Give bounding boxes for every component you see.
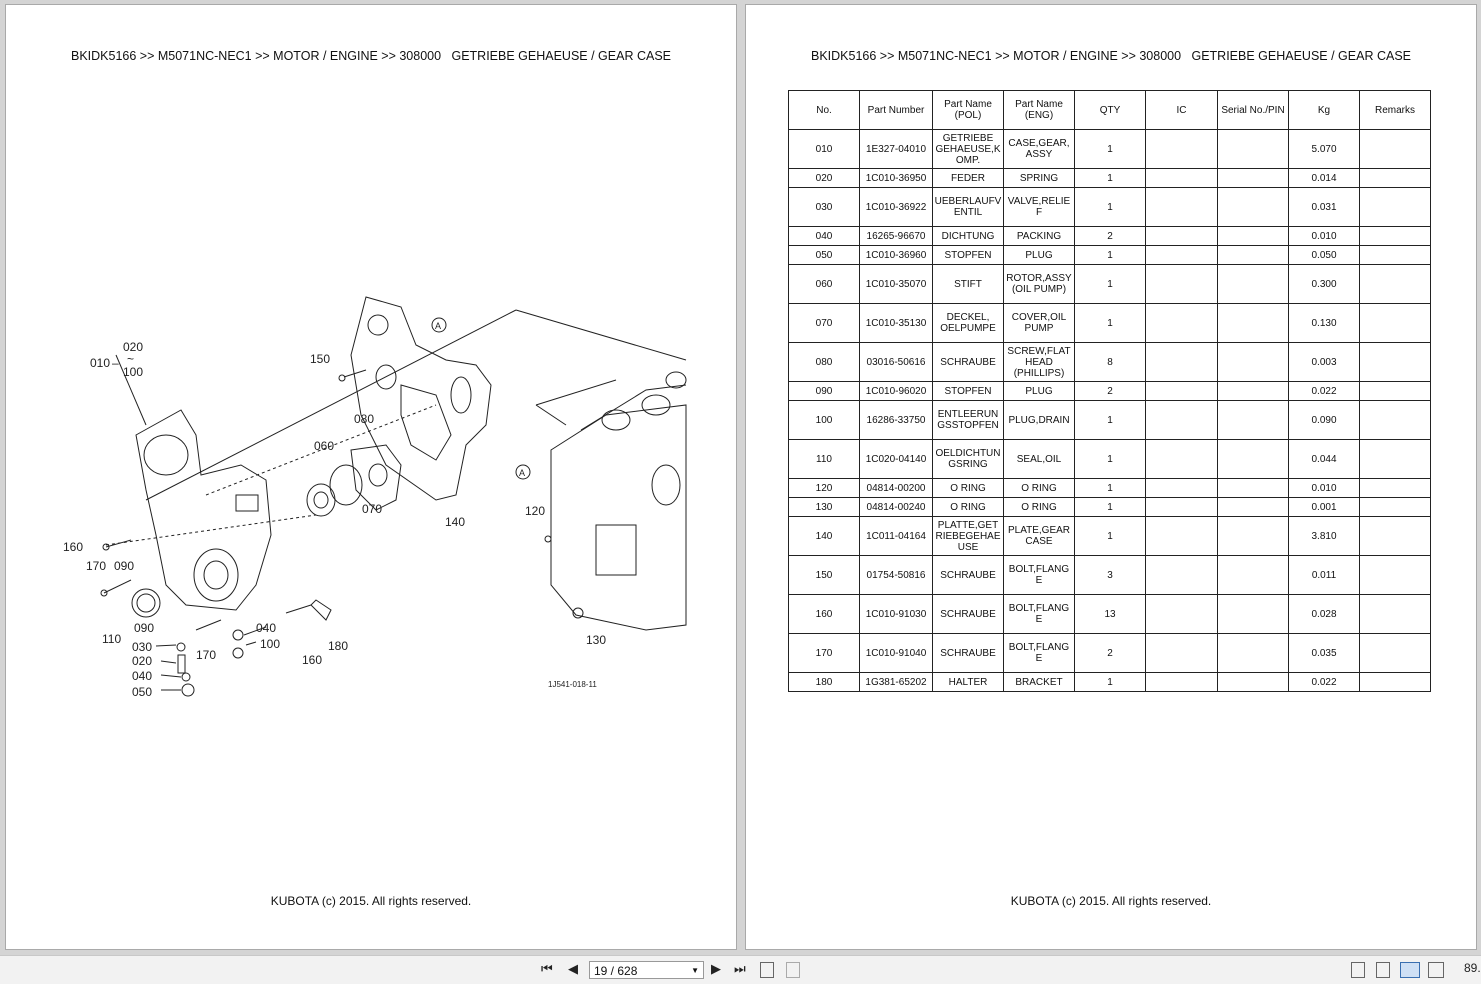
table-cell: 3 xyxy=(1075,556,1146,595)
table-cell xyxy=(1360,634,1431,673)
table-cell: BOLT,FLANG E xyxy=(1004,634,1075,673)
table-cell: 0.010 xyxy=(1289,227,1360,246)
table-cell: COVER,OIL PUMP xyxy=(1004,304,1075,343)
table-cell: 0.014 xyxy=(1289,169,1360,188)
table-cell: 0.050 xyxy=(1289,246,1360,265)
column-header: Part Name (POL) xyxy=(933,91,1004,130)
table-cell xyxy=(1146,556,1218,595)
table-cell: BOLT,FLANG E xyxy=(1004,595,1075,634)
table-cell: 04814-00240 xyxy=(860,498,933,517)
table-cell: 2 xyxy=(1075,382,1146,401)
table-cell: 060 xyxy=(789,265,860,304)
table-cell: UEBERLAUFV ENTIL xyxy=(933,188,1004,227)
table-cell xyxy=(1218,401,1289,440)
callout-140: 140 xyxy=(445,515,466,529)
column-header: Part Number xyxy=(860,91,933,130)
table-cell: 120 xyxy=(789,479,860,498)
table-cell: 0.035 xyxy=(1289,634,1360,673)
table-cell xyxy=(1218,130,1289,169)
table-cell xyxy=(1218,634,1289,673)
table-cell: 160 xyxy=(789,595,860,634)
two-page-continuous-icon[interactable] xyxy=(1428,962,1444,978)
right-page xyxy=(745,4,1477,950)
callout-030: 030 xyxy=(132,640,153,654)
table-cell: 2 xyxy=(1075,634,1146,673)
table-cell: 040 xyxy=(789,227,860,246)
table-cell xyxy=(1360,517,1431,556)
table-cell xyxy=(1146,440,1218,479)
callout-150: 150 xyxy=(310,352,331,366)
table-row xyxy=(789,556,1431,595)
table-cell: 1 xyxy=(1075,479,1146,498)
table-cell xyxy=(1146,343,1218,382)
table-cell: VALVE,RELIE F xyxy=(1004,188,1075,227)
table-cell xyxy=(1218,246,1289,265)
table-cell: 1C020-04140 xyxy=(860,440,933,479)
page-indicator: 19 / 628 xyxy=(594,964,638,978)
table-cell: PLUG xyxy=(1004,246,1075,265)
table-cell: 0.028 xyxy=(1289,595,1360,634)
table-cell: SCHRAUBE xyxy=(933,556,1004,595)
table-cell xyxy=(1218,188,1289,227)
table-row xyxy=(789,673,1431,692)
table-cell: 1 xyxy=(1075,304,1146,343)
column-header: Serial No./PIN xyxy=(1218,91,1289,130)
table-cell: PLUG,DRAIN xyxy=(1004,401,1075,440)
table-cell: 0.011 xyxy=(1289,556,1360,595)
table-row xyxy=(789,382,1431,401)
table-cell xyxy=(1360,130,1431,169)
svg-text:–: – xyxy=(112,356,119,370)
column-header: QTY xyxy=(1075,91,1146,130)
table-cell: 1C010-35130 xyxy=(860,304,933,343)
table-cell xyxy=(1218,304,1289,343)
table-cell: O RING xyxy=(1004,479,1075,498)
figure-code: 1J541-018-11 xyxy=(548,680,597,689)
table-cell: SCHRAUBE xyxy=(933,634,1004,673)
table-cell xyxy=(1146,169,1218,188)
table-cell xyxy=(1218,673,1289,692)
two-page-view-icon[interactable] xyxy=(1400,962,1420,978)
table-cell xyxy=(1146,517,1218,556)
table-cell xyxy=(1360,343,1431,382)
table-cell: 050 xyxy=(789,246,860,265)
table-cell: 1 xyxy=(1075,440,1146,479)
continuous-view-icon[interactable] xyxy=(1376,962,1390,978)
table-row xyxy=(789,227,1431,246)
table-row xyxy=(789,595,1431,634)
table-cell: 110 xyxy=(789,440,860,479)
table-cell: O RING xyxy=(933,479,1004,498)
table-cell xyxy=(1146,401,1218,440)
table-cell: HALTER xyxy=(933,673,1004,692)
table-cell xyxy=(1218,517,1289,556)
table-cell: 1C010-91040 xyxy=(860,634,933,673)
table-cell xyxy=(1360,265,1431,304)
table-cell xyxy=(1146,382,1218,401)
table-cell xyxy=(1360,246,1431,265)
table-cell xyxy=(1146,673,1218,692)
table-cell: 1 xyxy=(1075,246,1146,265)
svg-text:~: ~ xyxy=(127,352,135,366)
last-page-icon[interactable]: ⏭ xyxy=(734,961,746,976)
callout-160: 160 xyxy=(63,540,84,554)
table-cell: GETRIEBE GEHAEUSE,K OMP. xyxy=(933,130,1004,169)
single-page-view-icon[interactable] xyxy=(1351,962,1365,978)
table-cell xyxy=(1360,440,1431,479)
table-cell: 130 xyxy=(789,498,860,517)
table-cell xyxy=(1218,382,1289,401)
table-cell: SCHRAUBE xyxy=(933,595,1004,634)
table-cell xyxy=(1360,673,1431,692)
table-cell xyxy=(1146,246,1218,265)
table-cell: 13 xyxy=(1075,595,1146,634)
parts-table xyxy=(788,90,1431,692)
table-cell: 1 xyxy=(1075,169,1146,188)
table-cell: FEDER xyxy=(933,169,1004,188)
table-row xyxy=(789,188,1431,227)
chevron-down-icon[interactable]: ▼ xyxy=(691,966,699,975)
table-cell: 0.022 xyxy=(1289,382,1360,401)
table-cell: 1 xyxy=(1075,130,1146,169)
column-header: IC xyxy=(1146,91,1218,130)
table-cell: SPRING xyxy=(1004,169,1075,188)
left-page xyxy=(5,4,737,950)
table-cell xyxy=(1218,595,1289,634)
table-cell xyxy=(1218,169,1289,188)
table-cell: BRACKET xyxy=(1004,673,1075,692)
table-cell: 0.130 xyxy=(1289,304,1360,343)
table-cell: STOPFEN xyxy=(933,382,1004,401)
table-cell xyxy=(1360,188,1431,227)
table-cell xyxy=(1146,304,1218,343)
table-cell: 5.070 xyxy=(1289,130,1360,169)
table-cell: SEAL,OIL xyxy=(1004,440,1075,479)
table-row xyxy=(789,517,1431,556)
table-cell: 1C010-91030 xyxy=(860,595,933,634)
table-cell: STOPFEN xyxy=(933,246,1004,265)
table-cell: 080 xyxy=(789,343,860,382)
table-cell: 1C010-36950 xyxy=(860,169,933,188)
table-cell: 070 xyxy=(789,304,860,343)
table-cell: 140 xyxy=(789,517,860,556)
table-cell xyxy=(1218,343,1289,382)
marker-a: A xyxy=(435,321,442,331)
page-number-field[interactable] xyxy=(589,961,704,979)
table-cell: 0.022 xyxy=(1289,673,1360,692)
table-cell: 090 xyxy=(789,382,860,401)
table-cell: DECKEL, OELPUMPE xyxy=(933,304,1004,343)
previous-page-icon[interactable]: ◀ xyxy=(568,961,578,976)
table-cell: 1C010-36922 xyxy=(860,188,933,227)
table-cell: 1 xyxy=(1075,673,1146,692)
table-cell: SCREW,FLAT HEAD (PHILLIPS) xyxy=(1004,343,1075,382)
table-cell xyxy=(1360,382,1431,401)
table-cell: 1 xyxy=(1075,265,1146,304)
table-row xyxy=(789,265,1431,304)
callout-090-b: 090 xyxy=(134,621,155,635)
table-cell xyxy=(1218,440,1289,479)
table-cell: 8 xyxy=(1075,343,1146,382)
table-cell: ROTOR,ASSY (OIL PUMP) xyxy=(1004,265,1075,304)
table-cell xyxy=(1218,265,1289,304)
table-cell xyxy=(1360,401,1431,440)
table-cell: 16265-96670 xyxy=(860,227,933,246)
table-row xyxy=(789,169,1431,188)
callout-020: 020 xyxy=(123,340,144,354)
table-cell: 180 xyxy=(789,673,860,692)
table-cell: 0.031 xyxy=(1289,188,1360,227)
table-row xyxy=(789,479,1431,498)
viewer-toolbar xyxy=(0,955,1481,984)
table-cell: PLATTE,GET RIEBEGEHAE USE xyxy=(933,517,1004,556)
callout-020-b: 020 xyxy=(132,654,153,668)
table-cell: 0.044 xyxy=(1289,440,1360,479)
table-cell xyxy=(1146,227,1218,246)
table-cell: 0.300 xyxy=(1289,265,1360,304)
next-page-icon[interactable]: ▶ xyxy=(711,961,721,976)
page-footer: KUBOTA (c) 2015. All rights reserved. xyxy=(1010,894,1212,908)
fit-width-icon[interactable] xyxy=(786,962,800,978)
table-cell xyxy=(1146,265,1218,304)
callout-060: 060 xyxy=(314,439,335,453)
zoom-level[interactable]: 89. xyxy=(1464,961,1481,975)
table-cell: 1 xyxy=(1075,401,1146,440)
callout-050: 050 xyxy=(132,685,153,699)
table-cell: DICHTUNG xyxy=(933,227,1004,246)
callout-170-b: 170 xyxy=(196,648,217,662)
table-cell: 1C010-35070 xyxy=(860,265,933,304)
table-cell: SCHRAUBE xyxy=(933,343,1004,382)
exploded-parts-diagram xyxy=(6,285,706,715)
table-cell xyxy=(1146,498,1218,517)
callout-040-b: 040 xyxy=(256,621,277,635)
table-cell xyxy=(1146,188,1218,227)
callout-120: 120 xyxy=(525,504,546,518)
callout-100: 100 xyxy=(123,365,144,379)
table-cell: 03016-50616 xyxy=(860,343,933,382)
callout-040: 040 xyxy=(132,669,153,683)
table-cell: 100 xyxy=(789,401,860,440)
table-cell: 1G381-65202 xyxy=(860,673,933,692)
table-row xyxy=(789,246,1431,265)
table-cell: 1C011-04164 xyxy=(860,517,933,556)
table-cell xyxy=(1360,169,1431,188)
table-cell: 020 xyxy=(789,169,860,188)
table-header-row xyxy=(789,91,1431,130)
table-cell: 1E327-04010 xyxy=(860,130,933,169)
callout-130: 130 xyxy=(586,633,607,647)
table-cell: CASE,GEAR, ASSY xyxy=(1004,130,1075,169)
table-cell: PLUG xyxy=(1004,382,1075,401)
table-cell xyxy=(1218,227,1289,246)
table-cell: 1 xyxy=(1075,498,1146,517)
table-row xyxy=(789,440,1431,479)
table-cell xyxy=(1218,556,1289,595)
table-row xyxy=(789,130,1431,169)
marker-a-b: A xyxy=(519,468,526,478)
table-cell xyxy=(1146,479,1218,498)
column-header: Part Name (ENG) xyxy=(1004,91,1075,130)
table-cell xyxy=(1146,130,1218,169)
page-footer: KUBOTA (c) 2015. All rights reserved. xyxy=(270,894,472,908)
table-cell xyxy=(1146,634,1218,673)
column-header: No. xyxy=(789,91,860,130)
table-cell xyxy=(1360,227,1431,246)
table-cell: 0.001 xyxy=(1289,498,1360,517)
page-header: BKIDK5166 >> M5071NC-NEC1 >> MOTOR / ENGINE >> 308000 GETRIEBE GEHAEUSE / GEAR CASE xyxy=(70,49,671,63)
table-cell: 1C010-96020 xyxy=(860,382,933,401)
table-cell xyxy=(1360,556,1431,595)
table-row xyxy=(789,498,1431,517)
column-header: Remarks xyxy=(1360,91,1431,130)
table-cell: 1 xyxy=(1075,188,1146,227)
table-cell: 04814-00200 xyxy=(860,479,933,498)
table-cell xyxy=(1360,479,1431,498)
table-cell xyxy=(1218,479,1289,498)
callout-180: 180 xyxy=(328,639,349,653)
table-cell: OELDICHTUN GSRING xyxy=(933,440,1004,479)
callout-080: 080 xyxy=(354,412,375,426)
table-cell: 010 xyxy=(789,130,860,169)
page-header: BKIDK5166 >> M5071NC-NEC1 >> MOTOR / ENGINE >> 308000 GETRIEBE GEHAEUSE / GEAR CASE xyxy=(810,49,1411,63)
callout-100-b: 100 xyxy=(260,637,281,651)
callout-090: 090 xyxy=(114,559,135,573)
table-cell: 170 xyxy=(789,634,860,673)
table-cell: O RING xyxy=(1004,498,1075,517)
table-cell xyxy=(1360,498,1431,517)
table-row xyxy=(789,343,1431,382)
table-cell: STIFT xyxy=(933,265,1004,304)
table-cell: 1 xyxy=(1075,517,1146,556)
table-cell: 1C010-36960 xyxy=(860,246,933,265)
table-cell: PACKING xyxy=(1004,227,1075,246)
table-cell xyxy=(1218,498,1289,517)
table-row xyxy=(789,304,1431,343)
table-cell: 150 xyxy=(789,556,860,595)
table-cell: 16286-33750 xyxy=(860,401,933,440)
table-cell xyxy=(1146,595,1218,634)
column-header: Kg xyxy=(1289,91,1360,130)
table-cell: O RING xyxy=(933,498,1004,517)
table-cell: BOLT,FLANG E xyxy=(1004,556,1075,595)
table-cell: 0.090 xyxy=(1289,401,1360,440)
table-cell: 2 xyxy=(1075,227,1146,246)
table-row xyxy=(789,401,1431,440)
table-cell: PLATE,GEAR CASE xyxy=(1004,517,1075,556)
callout-160-b: 160 xyxy=(302,653,323,667)
callout-070: 070 xyxy=(362,502,383,516)
table-cell xyxy=(1360,595,1431,634)
table-cell xyxy=(1360,304,1431,343)
table-cell: 3.810 xyxy=(1289,517,1360,556)
table-cell: 0.010 xyxy=(1289,479,1360,498)
callout-010: 010 xyxy=(90,356,111,370)
callout-170: 170 xyxy=(86,559,107,573)
table-cell: 030 xyxy=(789,188,860,227)
table-cell: 0.003 xyxy=(1289,343,1360,382)
table-cell: ENTLEERUN GSSTOPFEN xyxy=(933,401,1004,440)
fit-page-icon[interactable] xyxy=(760,962,774,978)
first-page-icon[interactable]: ⏮ xyxy=(541,961,553,976)
table-cell: 01754-50816 xyxy=(860,556,933,595)
callout-110: 110 xyxy=(102,632,122,646)
table-row xyxy=(789,634,1431,673)
